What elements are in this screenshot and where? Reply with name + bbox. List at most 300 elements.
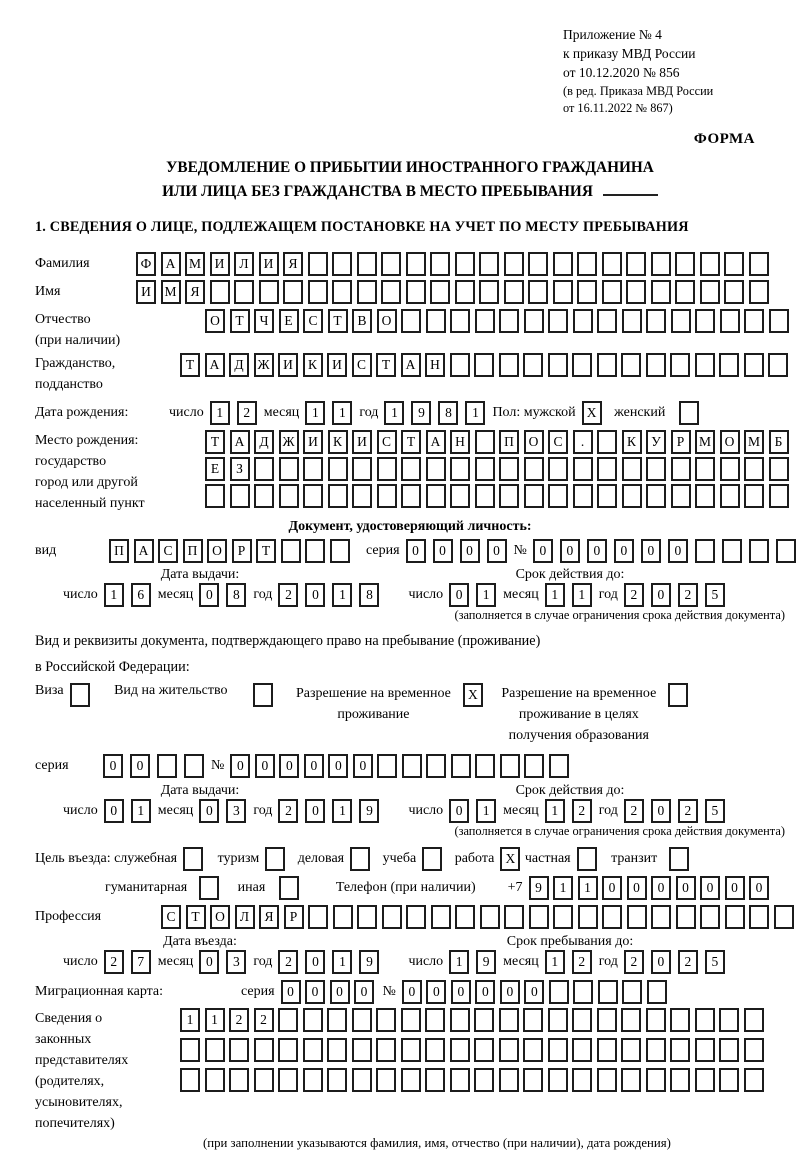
migration-number-cell[interactable]: 0	[426, 980, 446, 1004]
name-char-cell[interactable]	[651, 280, 671, 304]
representatives-char-cell[interactable]	[621, 1008, 641, 1032]
representatives-char-cell[interactable]: 1	[205, 1008, 225, 1032]
representatives-char-cell[interactable]	[499, 1008, 519, 1032]
representatives-char-cell[interactable]	[229, 1038, 249, 1062]
residence-number-cell[interactable]: 0	[328, 754, 348, 778]
patronymic-char-cell[interactable]	[769, 309, 789, 333]
representatives-char-cell[interactable]	[327, 1008, 347, 1032]
representatives-char-cell[interactable]	[254, 1038, 274, 1062]
residence-issue-month-cell[interactable]: 3	[226, 799, 246, 823]
birth-place-char-cell[interactable]: Н	[450, 430, 470, 454]
citizenship-char-cell[interactable]: К	[303, 353, 323, 377]
representatives-char-cell[interactable]	[474, 1068, 494, 1092]
doc-issue-day-cell[interactable]: 1	[104, 583, 124, 607]
doc-valid-year-cell[interactable]: 2	[678, 583, 698, 607]
residence-valid-day-cell[interactable]: 1	[476, 799, 496, 823]
residence-number-cell[interactable]	[377, 754, 397, 778]
entry-month-cell[interactable]: 3	[226, 950, 246, 974]
representatives-char-cell[interactable]	[450, 1008, 470, 1032]
residence-valid-year-cell[interactable]: 0	[651, 799, 671, 823]
phone-digit-cell[interactable]: 0	[725, 876, 745, 900]
residence-issue-day-cell[interactable]: 0	[104, 799, 124, 823]
representatives-char-cell[interactable]	[229, 1068, 249, 1092]
residence-series-cell[interactable]	[184, 754, 204, 778]
representatives-char-cell[interactable]	[205, 1068, 225, 1092]
birth-place-char-cell[interactable]	[622, 484, 642, 508]
birth-place-char-cell[interactable]: С	[548, 430, 568, 454]
phone-digit-cell[interactable]: 0	[627, 876, 647, 900]
birth-place-char-cell[interactable]	[328, 457, 348, 481]
birth-place-char-cell[interactable]	[720, 484, 740, 508]
profession-char-cell[interactable]: Р	[284, 905, 304, 929]
residence-valid-year-cell[interactable]: 2	[624, 799, 644, 823]
residence-permit-checkbox-cell[interactable]	[253, 683, 273, 707]
doc-number-cell[interactable]	[749, 539, 769, 563]
representatives-char-cell[interactable]	[719, 1068, 739, 1092]
birth-place-char-cell[interactable]	[450, 457, 470, 481]
entry-year-cell[interactable]: 9	[359, 950, 379, 974]
birth-place-char-cell[interactable]	[597, 430, 617, 454]
doc-issue-year-cell[interactable]: 1	[332, 583, 352, 607]
surname-char-cell[interactable]	[700, 252, 720, 276]
citizenship-char-cell[interactable]: И	[278, 353, 298, 377]
residence-number-cell[interactable]: 0	[304, 754, 324, 778]
migration-series-cell[interactable]: 0	[281, 980, 301, 1004]
entry-year-cell[interactable]: 0	[305, 950, 325, 974]
birth-place-char-cell[interactable]	[303, 484, 323, 508]
stay-year-cell[interactable]: 0	[651, 950, 671, 974]
entry-year-cell[interactable]: 2	[278, 950, 298, 974]
representatives-char-cell[interactable]	[205, 1038, 225, 1062]
doc-valid-year-cell[interactable]: 5	[705, 583, 725, 607]
name-char-cell[interactable]	[430, 280, 450, 304]
representatives-char-cell[interactable]	[670, 1038, 690, 1062]
birth-place-char-cell[interactable]: Д	[254, 430, 274, 454]
doc-number-cell[interactable]	[695, 539, 715, 563]
name-char-cell[interactable]: И	[136, 280, 156, 304]
purpose-tourism-checkbox-cell[interactable]	[265, 847, 285, 871]
edu-permit-checkbox-cell[interactable]	[668, 683, 688, 707]
surname-char-cell[interactable]	[626, 252, 646, 276]
birth-place-char-cell[interactable]	[646, 457, 666, 481]
birth-place-char-cell[interactable]: О	[720, 430, 740, 454]
representatives-char-cell[interactable]	[278, 1038, 298, 1062]
representatives-char-cell[interactable]	[278, 1068, 298, 1092]
sex-female-checkbox-cell[interactable]	[679, 401, 699, 425]
birth-place-char-cell[interactable]: К	[622, 430, 642, 454]
residence-series-cell[interactable]: 0	[103, 754, 123, 778]
patronymic-char-cell[interactable]	[426, 309, 446, 333]
name-char-cell[interactable]	[308, 280, 328, 304]
birth-place-char-cell[interactable]: П	[499, 430, 519, 454]
profession-char-cell[interactable]	[480, 905, 500, 929]
birth-place-char-cell[interactable]	[671, 484, 691, 508]
representatives-char-cell[interactable]: 1	[180, 1008, 200, 1032]
birth-place-char-cell[interactable]	[597, 484, 617, 508]
surname-char-cell[interactable]	[406, 252, 426, 276]
representatives-char-cell[interactable]	[376, 1068, 396, 1092]
residence-number-cell[interactable]: 0	[230, 754, 250, 778]
representatives-char-cell[interactable]	[376, 1038, 396, 1062]
birth-place-char-cell[interactable]: М	[695, 430, 715, 454]
citizenship-char-cell[interactable]	[768, 353, 788, 377]
birth-place-char-cell[interactable]	[254, 457, 274, 481]
citizenship-char-cell[interactable]	[572, 353, 592, 377]
citizenship-char-cell[interactable]: Д	[229, 353, 249, 377]
purpose-official-checkbox-cell[interactable]	[183, 847, 203, 871]
surname-char-cell[interactable]	[724, 252, 744, 276]
entry-month-cell[interactable]: 0	[199, 950, 219, 974]
doc-number-cell[interactable]: 0	[587, 539, 607, 563]
migration-number-cell[interactable]: 0	[402, 980, 422, 1004]
representatives-char-cell[interactable]	[597, 1068, 617, 1092]
citizenship-char-cell[interactable]: Т	[180, 353, 200, 377]
residence-number-cell[interactable]: 0	[279, 754, 299, 778]
residence-valid-month-cell[interactable]: 2	[572, 799, 592, 823]
profession-char-cell[interactable]	[553, 905, 573, 929]
residence-series-cell[interactable]	[157, 754, 177, 778]
birth-place-char-cell[interactable]	[352, 457, 372, 481]
profession-char-cell[interactable]: О	[210, 905, 230, 929]
birth-place-char-cell[interactable]	[426, 484, 446, 508]
representatives-char-cell[interactable]	[646, 1038, 666, 1062]
representatives-char-cell[interactable]	[303, 1008, 323, 1032]
profession-char-cell[interactable]	[382, 905, 402, 929]
purpose-work-checkbox-cell[interactable]: X	[500, 847, 520, 871]
sex-male-checkbox-cell[interactable]: X	[582, 401, 602, 425]
birth-place-char-cell[interactable]	[548, 457, 568, 481]
patronymic-char-cell[interactable]	[524, 309, 544, 333]
representatives-char-cell[interactable]	[523, 1008, 543, 1032]
doc-series-cell[interactable]: 0	[487, 539, 507, 563]
name-char-cell[interactable]	[283, 280, 303, 304]
doc-type-char-cell[interactable]: П	[183, 539, 203, 563]
doc-type-char-cell[interactable]	[281, 539, 301, 563]
representatives-char-cell[interactable]	[572, 1038, 592, 1062]
representatives-char-cell[interactable]	[474, 1008, 494, 1032]
representatives-char-cell[interactable]	[548, 1038, 568, 1062]
citizenship-char-cell[interactable]	[597, 353, 617, 377]
representatives-char-cell[interactable]	[327, 1068, 347, 1092]
purpose-study-checkbox-cell[interactable]	[422, 847, 442, 871]
profession-char-cell[interactable]: Я	[259, 905, 279, 929]
doc-type-char-cell[interactable]: П	[109, 539, 129, 563]
citizenship-char-cell[interactable]: Т	[376, 353, 396, 377]
birth-year-cell[interactable]: 1	[465, 401, 485, 425]
residence-issue-month-cell[interactable]: 0	[199, 799, 219, 823]
representatives-char-cell[interactable]: 2	[254, 1008, 274, 1032]
representatives-char-cell[interactable]	[401, 1008, 421, 1032]
phone-digit-cell[interactable]: 1	[553, 876, 573, 900]
profession-char-cell[interactable]: Т	[186, 905, 206, 929]
patronymic-char-cell[interactable]	[744, 309, 764, 333]
birth-place-char-cell[interactable]: Р	[671, 430, 691, 454]
residence-series-cell[interactable]: 0	[130, 754, 150, 778]
residence-number-cell[interactable]	[475, 754, 495, 778]
name-char-cell[interactable]	[675, 280, 695, 304]
profession-char-cell[interactable]	[651, 905, 671, 929]
patronymic-char-cell[interactable]	[548, 309, 568, 333]
migration-series-cell[interactable]: 0	[354, 980, 374, 1004]
residence-issue-year-cell[interactable]: 9	[359, 799, 379, 823]
residence-number-cell[interactable]	[451, 754, 471, 778]
phone-digit-cell[interactable]: 0	[602, 876, 622, 900]
birth-place-char-cell[interactable]: У	[646, 430, 666, 454]
surname-char-cell[interactable]	[357, 252, 377, 276]
migration-number-cell[interactable]	[598, 980, 618, 1004]
surname-char-cell[interactable]	[602, 252, 622, 276]
birth-place-char-cell[interactable]	[230, 484, 250, 508]
birth-place-char-cell[interactable]	[352, 484, 372, 508]
patronymic-char-cell[interactable]: С	[303, 309, 323, 333]
citizenship-char-cell[interactable]: С	[352, 353, 372, 377]
birth-place-char-cell[interactable]	[328, 484, 348, 508]
doc-number-cell[interactable]	[722, 539, 742, 563]
name-char-cell[interactable]	[357, 280, 377, 304]
name-char-cell[interactable]	[332, 280, 352, 304]
residence-issue-year-cell[interactable]: 1	[332, 799, 352, 823]
surname-char-cell[interactable]: А	[161, 252, 181, 276]
birth-place-char-cell[interactable]	[279, 484, 299, 508]
surname-char-cell[interactable]: Л	[234, 252, 254, 276]
birth-place-char-cell[interactable]	[597, 457, 617, 481]
citizenship-char-cell[interactable]	[670, 353, 690, 377]
birth-place-char-cell[interactable]	[744, 457, 764, 481]
purpose-other-checkbox-cell[interactable]	[279, 876, 299, 900]
residence-number-cell[interactable]	[500, 754, 520, 778]
surname-char-cell[interactable]	[430, 252, 450, 276]
citizenship-char-cell[interactable]	[499, 353, 519, 377]
doc-number-cell[interactable]: 0	[533, 539, 553, 563]
surname-char-cell[interactable]	[504, 252, 524, 276]
birth-place-char-cell[interactable]	[401, 457, 421, 481]
profession-char-cell[interactable]	[749, 905, 769, 929]
birth-place-char-cell[interactable]	[769, 484, 789, 508]
representatives-char-cell[interactable]	[695, 1068, 715, 1092]
birth-place-char-cell[interactable]	[548, 484, 568, 508]
doc-issue-month-cell[interactable]: 0	[199, 583, 219, 607]
doc-valid-year-cell[interactable]: 2	[624, 583, 644, 607]
birth-place-char-cell[interactable]: А	[230, 430, 250, 454]
profession-char-cell[interactable]	[455, 905, 475, 929]
migration-number-cell[interactable]	[573, 980, 593, 1004]
name-char-cell[interactable]	[234, 280, 254, 304]
representatives-char-cell[interactable]	[499, 1038, 519, 1062]
doc-series-cell[interactable]: 0	[460, 539, 480, 563]
representatives-char-cell[interactable]	[548, 1068, 568, 1092]
representatives-char-cell[interactable]	[744, 1008, 764, 1032]
patronymic-char-cell[interactable]	[401, 309, 421, 333]
representatives-char-cell[interactable]	[180, 1038, 200, 1062]
stay-year-cell[interactable]: 2	[678, 950, 698, 974]
name-char-cell[interactable]	[724, 280, 744, 304]
name-char-cell[interactable]: М	[161, 280, 181, 304]
migration-number-cell[interactable]: 0	[475, 980, 495, 1004]
birth-place-char-cell[interactable]	[524, 484, 544, 508]
doc-type-char-cell[interactable]: Р	[232, 539, 252, 563]
stay-month-cell[interactable]: 1	[545, 950, 565, 974]
doc-issue-day-cell[interactable]: 6	[131, 583, 151, 607]
surname-char-cell[interactable]	[528, 252, 548, 276]
birth-place-char-cell[interactable]: .	[573, 430, 593, 454]
patronymic-char-cell[interactable]	[499, 309, 519, 333]
residence-valid-year-cell[interactable]: 5	[705, 799, 725, 823]
surname-char-cell[interactable]: И	[210, 252, 230, 276]
representatives-char-cell[interactable]	[670, 1068, 690, 1092]
migration-number-cell[interactable]	[549, 980, 569, 1004]
birth-year-cell[interactable]: 1	[384, 401, 404, 425]
representatives-char-cell[interactable]	[352, 1008, 372, 1032]
surname-char-cell[interactable]: Ф	[136, 252, 156, 276]
doc-number-cell[interactable]	[776, 539, 796, 563]
profession-char-cell[interactable]	[602, 905, 622, 929]
doc-valid-month-cell[interactable]: 1	[545, 583, 565, 607]
migration-number-cell[interactable]	[622, 980, 642, 1004]
residence-valid-month-cell[interactable]: 1	[545, 799, 565, 823]
birth-place-char-cell[interactable]	[377, 484, 397, 508]
name-char-cell[interactable]	[406, 280, 426, 304]
birth-place-char-cell[interactable]	[573, 457, 593, 481]
birth-place-char-cell[interactable]: Т	[205, 430, 225, 454]
patronymic-char-cell[interactable]	[573, 309, 593, 333]
birth-place-char-cell[interactable]: И	[352, 430, 372, 454]
name-char-cell[interactable]: Я	[185, 280, 205, 304]
migration-number-cell[interactable]	[647, 980, 667, 1004]
doc-number-cell[interactable]: 0	[668, 539, 688, 563]
surname-char-cell[interactable]	[332, 252, 352, 276]
representatives-char-cell[interactable]	[425, 1008, 445, 1032]
representatives-char-cell[interactable]	[278, 1008, 298, 1032]
patronymic-char-cell[interactable]	[450, 309, 470, 333]
name-char-cell[interactable]	[210, 280, 230, 304]
citizenship-char-cell[interactable]	[695, 353, 715, 377]
profession-char-cell[interactable]: С	[161, 905, 181, 929]
name-char-cell[interactable]	[602, 280, 622, 304]
entry-year-cell[interactable]: 1	[332, 950, 352, 974]
representatives-char-cell[interactable]	[572, 1068, 592, 1092]
residence-valid-year-cell[interactable]: 2	[678, 799, 698, 823]
profession-char-cell[interactable]	[308, 905, 328, 929]
representatives-char-cell[interactable]	[646, 1008, 666, 1032]
stay-year-cell[interactable]: 5	[705, 950, 725, 974]
birth-place-char-cell[interactable]: З	[230, 457, 250, 481]
profession-char-cell[interactable]	[431, 905, 451, 929]
birth-place-char-cell[interactable]	[646, 484, 666, 508]
representatives-char-cell[interactable]	[719, 1008, 739, 1032]
profession-char-cell[interactable]	[504, 905, 524, 929]
birth-place-char-cell[interactable]: Б	[769, 430, 789, 454]
profession-char-cell[interactable]: Л	[235, 905, 255, 929]
profession-char-cell[interactable]	[774, 905, 794, 929]
migration-series-cell[interactable]: 0	[330, 980, 350, 1004]
birth-place-char-cell[interactable]	[205, 484, 225, 508]
doc-type-char-cell[interactable]: О	[207, 539, 227, 563]
citizenship-char-cell[interactable]: И	[327, 353, 347, 377]
migration-number-cell[interactable]: 0	[500, 980, 520, 1004]
doc-series-cell[interactable]: 0	[406, 539, 426, 563]
birth-place-char-cell[interactable]: К	[328, 430, 348, 454]
surname-char-cell[interactable]	[308, 252, 328, 276]
representatives-char-cell[interactable]	[352, 1068, 372, 1092]
name-char-cell[interactable]	[577, 280, 597, 304]
entry-day-cell[interactable]: 2	[104, 950, 124, 974]
profession-char-cell[interactable]	[700, 905, 720, 929]
purpose-transit-checkbox-cell[interactable]	[669, 847, 689, 871]
citizenship-char-cell[interactable]: А	[205, 353, 225, 377]
patronymic-char-cell[interactable]	[646, 309, 666, 333]
representatives-char-cell[interactable]	[597, 1008, 617, 1032]
birth-place-char-cell[interactable]	[622, 457, 642, 481]
birth-place-char-cell[interactable]	[720, 457, 740, 481]
birth-place-char-cell[interactable]	[524, 457, 544, 481]
representatives-char-cell[interactable]	[695, 1038, 715, 1062]
phone-digit-cell[interactable]: 0	[651, 876, 671, 900]
birth-place-char-cell[interactable]	[303, 457, 323, 481]
birth-place-char-cell[interactable]	[254, 484, 274, 508]
doc-number-cell[interactable]: 0	[614, 539, 634, 563]
patronymic-char-cell[interactable]	[695, 309, 715, 333]
name-char-cell[interactable]	[626, 280, 646, 304]
surname-char-cell[interactable]	[553, 252, 573, 276]
birth-place-char-cell[interactable]	[499, 484, 519, 508]
purpose-private-checkbox-cell[interactable]	[577, 847, 597, 871]
representatives-char-cell[interactable]	[744, 1038, 764, 1062]
birth-place-char-cell[interactable]	[744, 484, 764, 508]
birth-place-char-cell[interactable]: А	[426, 430, 446, 454]
representatives-char-cell[interactable]	[450, 1038, 470, 1062]
doc-number-cell[interactable]: 0	[560, 539, 580, 563]
birth-month-cell[interactable]: 1	[305, 401, 325, 425]
citizenship-char-cell[interactable]: Н	[425, 353, 445, 377]
name-char-cell[interactable]	[700, 280, 720, 304]
surname-char-cell[interactable]	[479, 252, 499, 276]
birth-place-char-cell[interactable]	[695, 484, 715, 508]
residence-number-cell[interactable]: 0	[255, 754, 275, 778]
citizenship-char-cell[interactable]	[719, 353, 739, 377]
phone-digit-cell[interactable]: 0	[676, 876, 696, 900]
representatives-char-cell[interactable]	[254, 1068, 274, 1092]
purpose-humanitarian-checkbox-cell[interactable]	[199, 876, 219, 900]
representatives-char-cell[interactable]	[597, 1038, 617, 1062]
doc-type-char-cell[interactable]	[305, 539, 325, 563]
birth-year-cell[interactable]: 9	[411, 401, 431, 425]
migration-series-cell[interactable]: 0	[305, 980, 325, 1004]
doc-issue-year-cell[interactable]: 2	[278, 583, 298, 607]
representatives-char-cell[interactable]	[548, 1008, 568, 1032]
migration-number-cell[interactable]: 0	[451, 980, 471, 1004]
birth-place-char-cell[interactable]: О	[524, 430, 544, 454]
name-char-cell[interactable]	[455, 280, 475, 304]
name-char-cell[interactable]	[381, 280, 401, 304]
patronymic-char-cell[interactable]: Т	[230, 309, 250, 333]
representatives-char-cell[interactable]	[327, 1038, 347, 1062]
representatives-char-cell[interactable]	[450, 1068, 470, 1092]
birth-place-char-cell[interactable]	[769, 457, 789, 481]
patronymic-char-cell[interactable]: Т	[328, 309, 348, 333]
representatives-char-cell[interactable]	[646, 1068, 666, 1092]
doc-valid-day-cell[interactable]: 0	[449, 583, 469, 607]
phone-digit-cell[interactable]: 0	[700, 876, 720, 900]
citizenship-char-cell[interactable]: А	[401, 353, 421, 377]
representatives-char-cell[interactable]: 2	[229, 1008, 249, 1032]
patronymic-char-cell[interactable]	[597, 309, 617, 333]
migration-number-cell[interactable]: 0	[524, 980, 544, 1004]
name-char-cell[interactable]	[528, 280, 548, 304]
birth-place-char-cell[interactable]	[695, 457, 715, 481]
birth-place-char-cell[interactable]	[499, 457, 519, 481]
doc-issue-year-cell[interactable]: 8	[359, 583, 379, 607]
residence-number-cell[interactable]	[426, 754, 446, 778]
